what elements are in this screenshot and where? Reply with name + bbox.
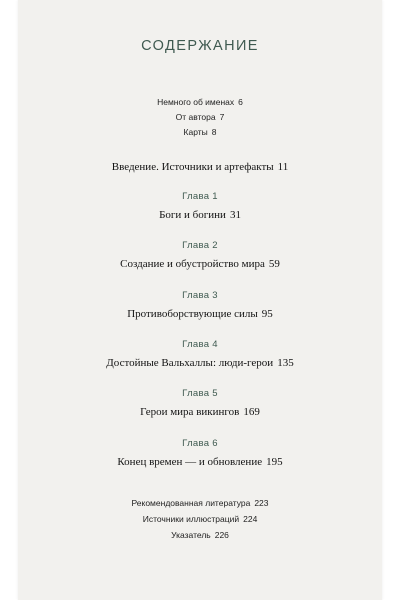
book-page — [18, 0, 382, 600]
toc-entry-index — [18, 530, 382, 540]
toc-entry-chapter-1 — [18, 209, 382, 221]
chapter-label: Глава 1 — [182, 191, 218, 202]
toc-entry-page: 8 — [211, 127, 217, 137]
toc-entry-chapter-6 — [18, 456, 382, 468]
toc-entry-chapter-4 — [18, 357, 382, 369]
toc-entry-page: 6 — [238, 97, 243, 107]
toc-entry-page: 135 — [277, 357, 294, 369]
toc-entry-page: 224 — [243, 514, 258, 524]
toc-entry-label: Указатель — [171, 530, 211, 540]
toc-entry-label: Рекомендованная литература — [131, 498, 251, 508]
toc-entry-label: Создание и обустройство мира — [120, 258, 265, 270]
toc-entry-names — [18, 97, 382, 107]
toc-entry-maps — [18, 127, 382, 137]
toc-entry-label: Введение. Источники и артефакты — [111, 161, 274, 173]
toc-entry-label: От автора — [175, 112, 216, 122]
toc-entry-chapter-3 — [18, 308, 382, 320]
toc-entry-page: 223 — [254, 498, 269, 508]
chapter-label: Глава 6 — [182, 438, 218, 449]
toc-entry-page: 11 — [277, 161, 289, 173]
toc-entry-illustrations — [18, 514, 382, 524]
toc-entry-page: 195 — [266, 456, 283, 468]
chapter-label: Глава 5 — [182, 388, 218, 399]
contents-title: СОДЕРЖАНИЕ — [141, 38, 259, 54]
toc-entry-label: Боги и богини — [159, 209, 226, 221]
toc-entry-page: 7 — [219, 112, 225, 122]
toc-entry-page: 31 — [229, 209, 241, 221]
toc-entry-reading — [18, 498, 382, 508]
toc-entry-introduction — [18, 161, 382, 173]
chapter-label: Глава 3 — [182, 290, 218, 301]
chapter-label: Глава 4 — [182, 339, 218, 350]
toc-entry-label: Немного об именах — [157, 97, 235, 107]
toc-entry-label: Противоборствующие силы — [127, 308, 258, 320]
toc-entry-chapter-2 — [18, 258, 382, 270]
toc-entry-chapter-5 — [18, 406, 382, 418]
toc-entry-page: 59 — [268, 258, 280, 270]
toc-entry-label: Конец времен — и обновление — [117, 456, 263, 468]
chapter-label: Глава 2 — [182, 240, 218, 251]
toc-entry-page: 95 — [261, 308, 273, 320]
toc-entry-author — [18, 112, 382, 122]
table-of-contents — [18, 0, 382, 600]
toc-entry-page: 226 — [214, 530, 229, 540]
toc-entry-page: 169 — [243, 406, 260, 418]
toc-entry-label: Источники иллюстраций — [142, 514, 240, 524]
toc-entry-label: Карты — [183, 127, 208, 137]
toc-entry-label: Достойные Вальхаллы: люди-герои — [106, 357, 274, 369]
toc-entry-label: Герои мира викингов — [140, 406, 240, 418]
